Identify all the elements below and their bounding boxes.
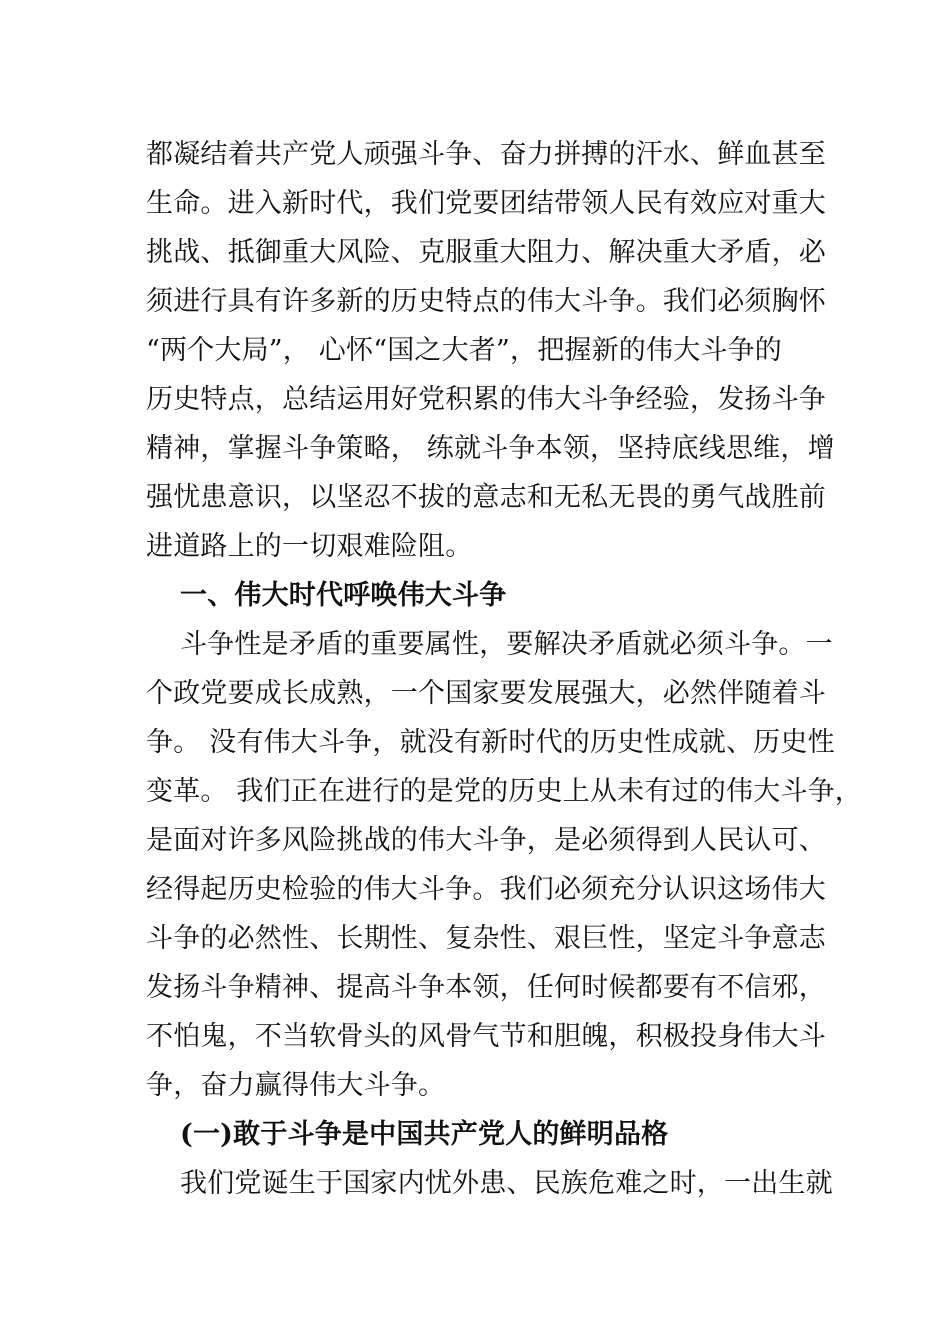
paragraph-line: 发扬斗争精神、提高斗争本领，任何时候都要有不信邪， <box>146 972 826 1003</box>
paragraph-line: 不怕鬼，不当软骨头的风骨气节和胆魄，积极投身伟大斗 <box>146 1021 826 1052</box>
subsection-heading: (一)敢于斗争是中国共产党人的鲜明品格 <box>180 1119 669 1150</box>
paragraph-line: 强忧患意识，以坚忍不拔的意志和无私无畏的勇气战胜前 <box>146 482 826 513</box>
paragraph-line: 进道路上的一切艰难险阻。 <box>146 531 473 562</box>
paragraph-line: 斗争性是矛盾的重要属性，要解决矛盾就必须斗争。一 <box>180 629 833 660</box>
paragraph-line: 经得起历史检验的伟大斗争。我们必须充分认识这场伟大 <box>146 874 826 905</box>
paragraph-line: 都凝结着共产党人顽强斗争、奋力拼搏的汗水、鲜血甚至 <box>146 139 826 170</box>
paragraph-line: 斗争的必然性、长期性、复杂性、艰巨性，坚定斗争意志 <box>146 923 826 954</box>
paragraph-line: 须进行具有许多新的历史特点的伟大斗争。我们必须胸怀 <box>146 286 826 317</box>
paragraph-line: 争，奋力赢得伟大斗争。 <box>146 1070 446 1101</box>
paragraph-line: 变革。 我们正在进行的是党的历史上从未有过的伟大斗争， <box>146 776 862 807</box>
paragraph-line: “两个大局”， 心怀“国之大者”，把握新的伟大斗争的 <box>146 335 782 366</box>
paragraph-line: 争。 没有伟大斗争，就没有新时代的历史性成就、历史性 <box>146 727 835 758</box>
paragraph-line: 精神，掌握斗争策略， 练就斗争本领，坚持底线思维，增 <box>146 433 835 464</box>
paragraph-line: 我们党诞生于国家内忧外患、民族危难之时，一出生就 <box>180 1168 833 1199</box>
paragraph-line: 是面对许多风险挑战的伟大斗争，是必须得到人民认可、 <box>146 825 826 856</box>
paragraph-line: 个政党要成长成熟，一个国家要发展强大，必然伴随着斗 <box>146 678 826 709</box>
section-heading: 一、伟大时代呼唤伟大斗争 <box>180 580 507 611</box>
paragraph-line: 历史特点，总结运用好党积累的伟大斗争经验，发扬斗争 <box>146 384 826 415</box>
paragraph-line: 挑战、抵御重大风险、克服重大阻力、解决重大矛盾，必 <box>146 237 826 268</box>
paragraph-line: 生命。进入新时代，我们党要团结带领人民有效应对重大 <box>146 188 826 219</box>
